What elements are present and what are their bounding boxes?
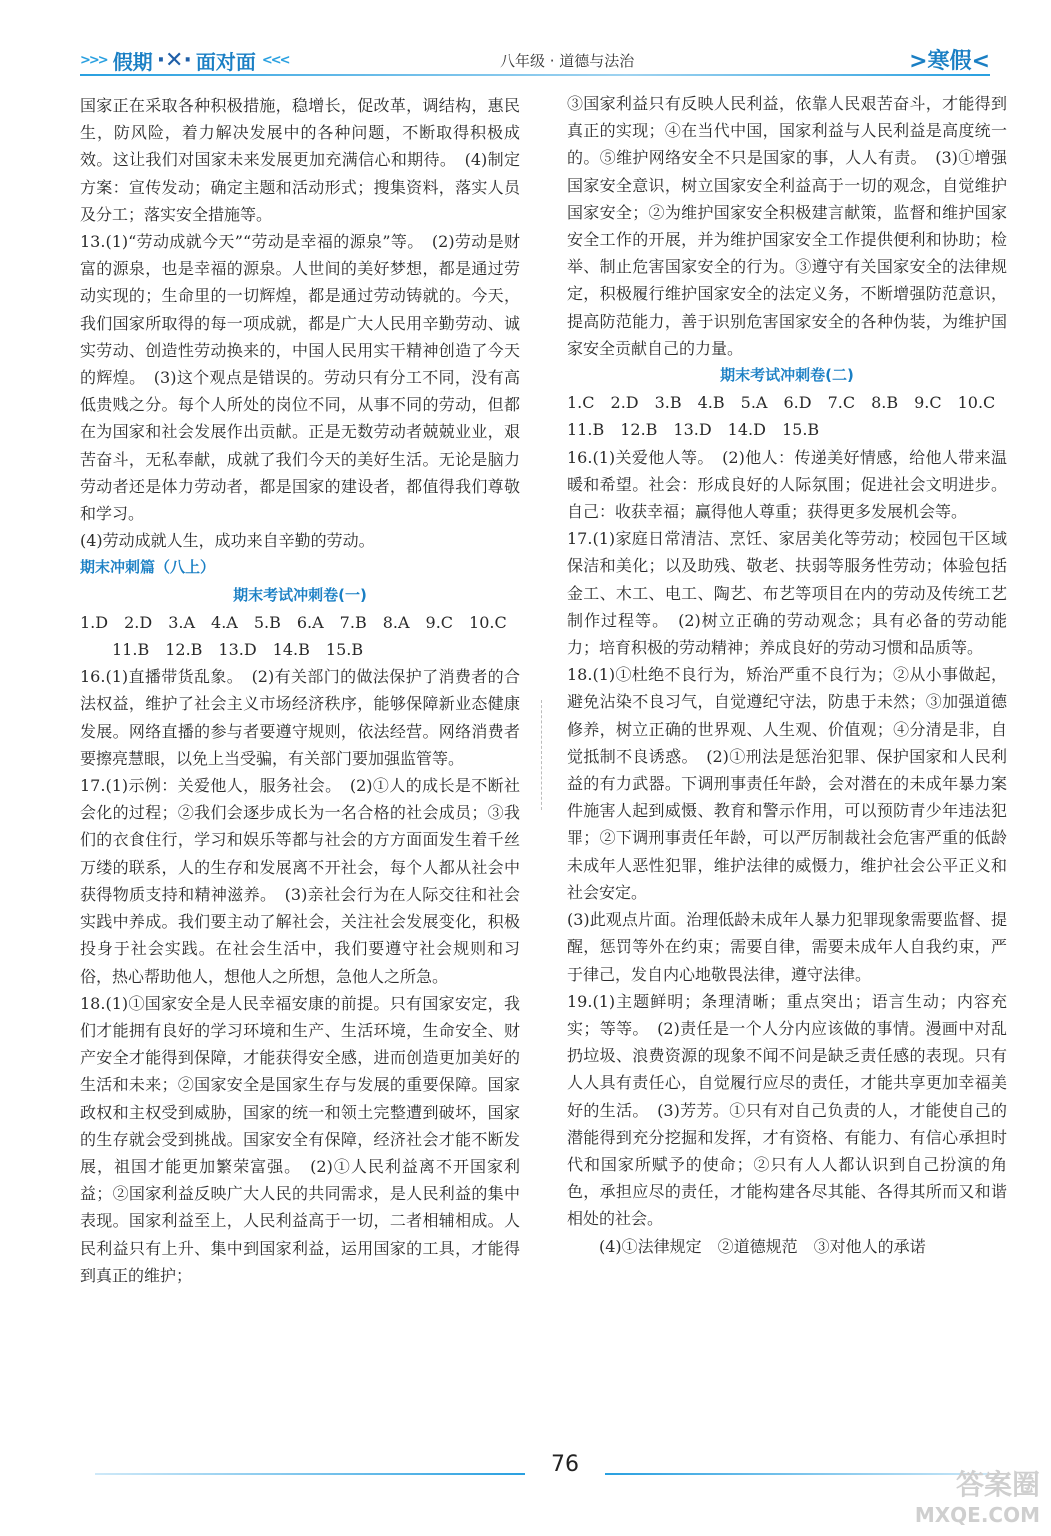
answer-paragraph: (4)①法律规定 ②道德规范 ③对他人的承诺: [599, 1236, 926, 1256]
answer-paragraph: 17.(1)家庭日常清洁、烹饪、家居美化等劳动；校园包干区域保洁和美化；以及助残、敬老、扶弱等服务性劳动；体验包括金工、木工、电工、陶艺、布艺等项目在内的劳动及传统工艺制作过程等。 (2)树立正确的劳动观念；具有必备的劳动能力；培育积极的劳动精神；养成良好的劳动习惯和品质等。: [567, 529, 1007, 658]
page-header: [70, 42, 990, 78]
watermark-url: MXQE.COM: [914, 1503, 1040, 1527]
brand-mark-icon: ·✕·: [156, 48, 192, 73]
answer-paragraph: 18.(1)①国家安全是人民幸福安康的前提。只有国家安定，我们才能拥有良好的学习环境和生产、生活环境，生命安全、财产安全才能得到保障，才能获得安全感，进而创造更加美好的生活和未来；②国家安全是国家生存与发展的重要保障。国家政权和主权受到威胁，国家的统一和领土完整遭到破坏，国家的生存就会受到挑战。国家安全有保障，经济社会才能不断发展，祖国才能更加繁荣富强。 (2)①人民利益离不开国家利益；②国家利益反映广大人民的共同需求，是人民利益的集中表现。国家利益至上，人民利益高于一切，二者相辅相成。人民利益只有上升、集中到国家利益，运用国家的工具，才能得到真正的维护；: [80, 993, 520, 1285]
brand-left-text: 假期: [112, 50, 153, 74]
right-column: [567, 90, 1007, 1260]
brand-logo: [80, 46, 289, 75]
answer-paragraph: 17.(1)示例：关爱他人，服务社会。 (2)①人的成长是不断社会化的过程；②我们会逐步成长为一名合格的社会成员；③我们的衣食住行，学习和娱乐等都与社会的方方面面发生着千丝万缕的联系，人的生存和发展离不开社会，每个人都从社会中获得物质支持和精神滋养。 (3)亲社会行为在人际交往和社会实践中养成。我们要主动了解社会，关注社会发展变化，积极投身于社会实践。在社会生活中，我们要遵守社会规则和习俗，热心帮助他人，想他人之所想，急他人之所急。: [80, 776, 520, 986]
answer-paragraph: (4)劳动成就人生，成功来自辛勤的劳动。: [80, 531, 375, 551]
header-divider: [80, 74, 990, 76]
brand-mid-text: 面对面: [195, 50, 256, 74]
answer-paragraph: (3)此观点片面。治理低龄未成年人暴力犯罪现象需要监督、提醒，惩罚等外在约束；需要自律，需要未成年人自我约束，严于律己，发自内心地敬畏法律，遵守法律。: [567, 910, 1007, 984]
season-badge: [909, 44, 990, 75]
arrows-icon: <<<: [261, 53, 289, 68]
answer-paragraph: 18.(1)①杜绝不良行为，矫治严重不良行为；②从小事做起，避免沾染不良习气，自觉遵纪守法，防患于未然；③加强道德修养，树立正确的世界观、人生观、价值观；④分清是非，自觉抵制不良诱惑。 (2)①刑法是惩治犯罪、保护国家和人民利益的有力武器。下调刑事责任年龄，会对潜在的未成年暴力案件施害人起到威慑、教育和警示作用，可以预防青少年违法犯罪；②下调刑事责任年龄，可以严厉制裁社会危害严重的低龄未成年人恶性犯罪，维护法律的威慑力，维护社会公平正义和社会安定。: [567, 665, 1007, 902]
paper-title: 期末考试冲刺卷(一): [233, 585, 367, 604]
answer-paragraph: 国家正在采取各种积极措施，稳增长，促改革，调结构，惠民生，防风险，着力解决发展中的各种问题，不断取得积极成效。这让我们对国家未来发展更加充满信心和期待。 (4)制定方案：宣传发动；确定主题和活动形式；搜集资料，落实人员及分工；落实安全措施等。: [80, 96, 520, 224]
answer-paragraph: 16.(1)直播带货乱象。 (2)有关部门的做法保护了消费者的合法权益，维护了社会主义市场经济秩序，能够保障新业态健康发展。网络直播的参与者要遵守规则，依法经营。网络消费者要擦亮慧眼，以免上当受骗，有关部门要加强监管等。: [80, 667, 520, 768]
chevron-right-icon: >: [909, 49, 928, 74]
answer-paragraph: 19.(1)主题鲜明；条理清晰；重点突出；语言生动；内容充实；等等。 (2)责任是一个人分内应该做的事情。漫画中对乱扔垃圾、浪费资源的现象不闻不问是缺乏责任感的表现。只有人人具有责任心，自觉履行应尽的责任，才能共享更加幸福美好的生活。 (3)芳芳。①只有对自己负责的人，才能使自己的潜能得到充分挖掘和发挥，才有资格、有能力、有信心承担时代和国家所赋予的使命；②只有人人都认识到自己扮演的角色，承担应尽的责任，才能构建各尽其能、各得其所而又和谐相处的社会。: [567, 991, 1007, 1229]
column-divider: [541, 700, 542, 810]
answer-paragraph: 11.B 12.B 13.D 14.D 15.B: [567, 420, 820, 440]
chevron-left-icon: <: [971, 49, 990, 74]
answer-paragraph: 13.(1)“劳动成就今天”“劳动是幸福的源泉”等。 (2)劳动是财富的源泉，也是幸福的源泉。人世间的美好梦想，都是通过劳动实现的；生命里的一切辉煌，都是通过劳动铸就的。今天，我们国家所取得的每一项成就，都是广大人民用辛勤劳动、诚实劳动、创造性劳动换来的，中国人民用实干精神创造了今天的辉煌。 (3)这个观点是错误的。劳动只有分工不同，没有高低贵贱之分。每个人所处的岗位不同，从事不同的劳动，但都在为国家和社会发展作出贡献。正是无数劳动者兢兢业业，艰苦奋斗，无私奉献，成就了我们今天的美好生活。无论是脑力劳动者还是体力劳动者，都是国家的建设者，都值得我们尊敬和学习。: [80, 232, 520, 524]
answer-paragraph: 1.D 2.D 3.A 4.A 5.B 6.A 7.B 8.A 9.C 10.C: [80, 612, 507, 632]
header-title: 八年级 · 道德与法治: [500, 52, 635, 70]
watermark-logo: [870, 1470, 1040, 1530]
page-number: 76: [551, 1452, 579, 1477]
answer-paragraph: 11.B 12.B 13.D 14.B 15.B: [112, 640, 364, 660]
arrows-icon: >>>: [80, 53, 107, 68]
season-badge-text: 寒假: [927, 49, 972, 74]
answer-paragraph: ③国家利益只有反映人民利益，依靠人民艰苦奋斗，才能得到真正的实现；④在当代中国，国家利益与人民利益是高度统一的。⑤维护网络安全不只是国家的事，人人有责。 (3)①增强国家安全意识，树立国家安全利益高于一切的观念，自觉维护国家安全；②为维护国家安全积极建言献策，监督和维护国家安全工作的开展，并为维护国家安全工作提供便利和协助；检举、制止危害国家安全的行为。③遵守有关国家安全的法律规定，积极履行维护国家安全的法定义务，不断增强防范意识，提高防范能力，善于识别危害国家安全的各种伪装，为维护国家安全贡献自己的力量。: [567, 94, 1007, 358]
section-heading: 期末冲刺篇（八上）: [80, 558, 216, 577]
watermark-text: 答案圈: [955, 1468, 1040, 1501]
paper-title: 期末考试冲刺卷(二): [720, 366, 854, 385]
answer-paragraph: 1.C 2.D 3.B 4.B 5.A 6.D 7.C 8.B 9.C 10.C: [567, 393, 996, 413]
footer-divider-left: [95, 1473, 525, 1475]
answer-paragraph: 16.(1)关爱他人等。 (2)他人：传递美好情感，给他人带来温暖和希望。社会：形成良好的人际氛围；促进社会文明进步。自己：收获幸福；赢得他人尊重；获得更多发展机会等。: [567, 447, 1007, 522]
left-column: [80, 92, 520, 1289]
